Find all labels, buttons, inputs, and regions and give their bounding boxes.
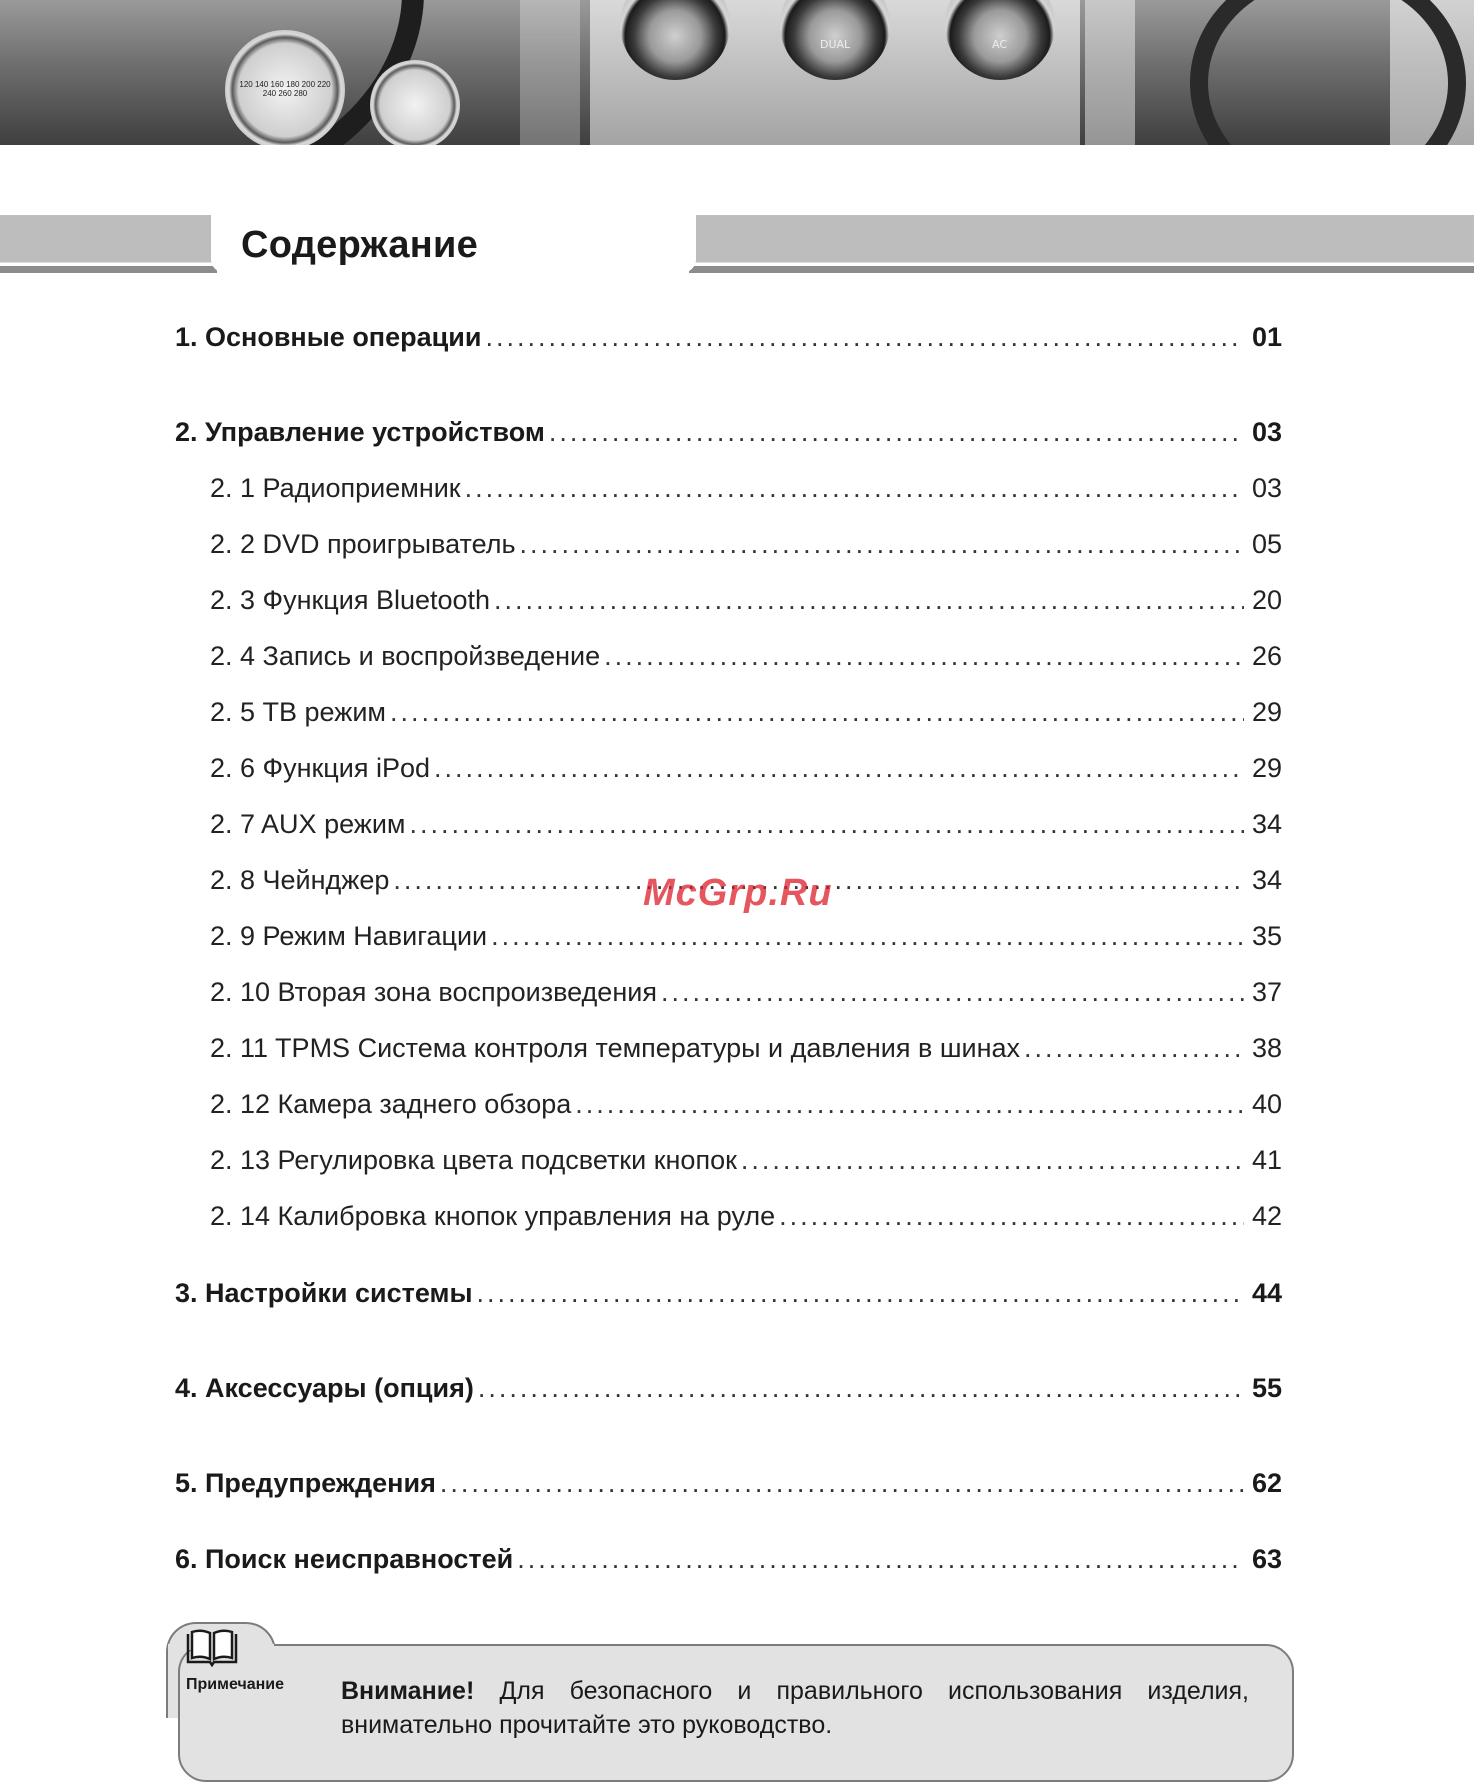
toc-entry-page: 26 <box>1251 641 1282 671</box>
watermark: McGrp.Ru <box>643 872 833 914</box>
toc-entry-page: 38 <box>1251 1033 1282 1063</box>
knob-label-ac: AC <box>992 38 1008 51</box>
toc-entry-page: 34 <box>1251 809 1282 839</box>
toc-entry-page: 63 <box>1251 1544 1282 1574</box>
toc-entry[interactable] <box>210 641 1282 681</box>
toc-entry-page: 41 <box>1251 1145 1282 1175</box>
note-emphasis: Внимание! <box>341 1677 475 1705</box>
toc-entry-page: 03 <box>1251 417 1282 447</box>
toc-entry-label: 2. 3 Функция Bluetooth <box>210 585 491 615</box>
toc-entry-page: 34 <box>1251 865 1282 895</box>
toc-entry-label: 2. 2 DVD проигрыватель <box>210 529 516 559</box>
toc-entry[interactable] <box>175 1468 1282 1508</box>
title-bar-right <box>689 215 1474 273</box>
page-title: Содержание <box>241 224 479 266</box>
toc-entry[interactable] <box>210 809 1282 849</box>
toc-entry-label: 2. 8 Чейнджер <box>210 865 390 895</box>
toc-entry[interactable] <box>210 753 1282 793</box>
toc-entry-page: 55 <box>1251 1373 1282 1403</box>
toc-entry[interactable] <box>210 1145 1282 1185</box>
toc-entry[interactable] <box>175 322 1282 362</box>
speedometer-ticks: 120 140 160 180 200 220 240 260 280 <box>239 80 331 98</box>
toc-entry[interactable] <box>210 585 1282 625</box>
toc-entry[interactable] <box>175 417 1282 457</box>
toc-entry-label: 6. Поиск неисправностей <box>175 1544 514 1574</box>
toc-entry-label: 2. 7 AUX режим <box>210 809 406 839</box>
toc-entry-label: 2. Управление устройством <box>175 417 545 447</box>
toc-entry-label: 2. 14 Калибровка кнопок управления на руле <box>210 1201 776 1231</box>
toc-entry-page: 05 <box>1251 529 1282 559</box>
toc-entry[interactable] <box>210 921 1282 961</box>
toc-entry-label: 2. 9 Режим Навигации <box>210 921 488 951</box>
toc-entry[interactable] <box>210 473 1282 513</box>
toc-entry-label: 1. Основные операции <box>175 322 482 352</box>
toc-entry-page: 62 <box>1251 1468 1282 1498</box>
toc-entry[interactable] <box>210 697 1282 737</box>
toc-entry-page: 29 <box>1251 697 1282 727</box>
toc-entry-page: 20 <box>1251 585 1282 615</box>
tachometer-gauge <box>370 60 460 145</box>
toc-entry-page: 35 <box>1251 921 1282 951</box>
toc-entry-page: 29 <box>1251 753 1282 783</box>
toc-entry-page: 01 <box>1251 322 1282 352</box>
toc-entry-label: 2. 12 Камера заднего обзора <box>210 1089 572 1119</box>
toc-entry-label: 2. 1 Радиоприемник <box>210 473 461 503</box>
toc-entry-label: 2. 6 Функция iPod <box>210 753 430 783</box>
toc-entry-page: 40 <box>1251 1089 1282 1119</box>
toc-entry-page: 42 <box>1251 1201 1282 1231</box>
air-vent-image <box>1190 0 1466 145</box>
toc-entry-label: 2. 10 Вторая зона воспроизведения <box>210 977 657 1007</box>
toc-entry-label: 2. 4 Запись и воспройзведение <box>210 641 601 671</box>
toc-entry-page: 37 <box>1251 977 1282 1007</box>
book-icon <box>185 1628 239 1668</box>
toc-entry[interactable] <box>210 1089 1282 1129</box>
toc-entry-label: 2. 11 TPMS Система контроля температуры и давления в шинах <box>210 1033 1021 1063</box>
toc-entry[interactable] <box>175 1544 1282 1584</box>
toc-entry-page: 44 <box>1251 1278 1282 1308</box>
toc-entry[interactable] <box>210 1033 1282 1073</box>
toc-entry-label: 2. 13 Регулировка цвета подсветки кнопок <box>210 1145 737 1175</box>
note-label: Примечание <box>186 1676 285 1693</box>
knob-label-dual: DUAL <box>820 38 851 51</box>
header-photo-banner <box>0 0 1474 145</box>
toc-entry-label: 4. Аксессуары (опция) <box>175 1373 474 1403</box>
title-bar-left <box>0 215 217 273</box>
note-body: Для безопасного и правильного использования изделия, внимательно прочитайте это руководство. <box>341 1677 1249 1739</box>
toc-entry-page: 03 <box>1251 473 1282 503</box>
toc-entry[interactable] <box>210 977 1282 1017</box>
toc-entry-label: 3. Настройки системы <box>175 1278 473 1308</box>
toc-entry[interactable] <box>175 1373 1282 1413</box>
toc-entry[interactable] <box>175 1278 1282 1318</box>
steering-wheel-image <box>0 0 424 145</box>
toc-entry-label: 5. Предупреждения <box>175 1468 436 1498</box>
toc-entry[interactable] <box>210 1201 1282 1241</box>
note-text <box>341 1674 1249 1742</box>
toc-entry-label: 2. 5 ТВ режим <box>210 697 386 727</box>
toc-entry[interactable] <box>210 529 1282 569</box>
